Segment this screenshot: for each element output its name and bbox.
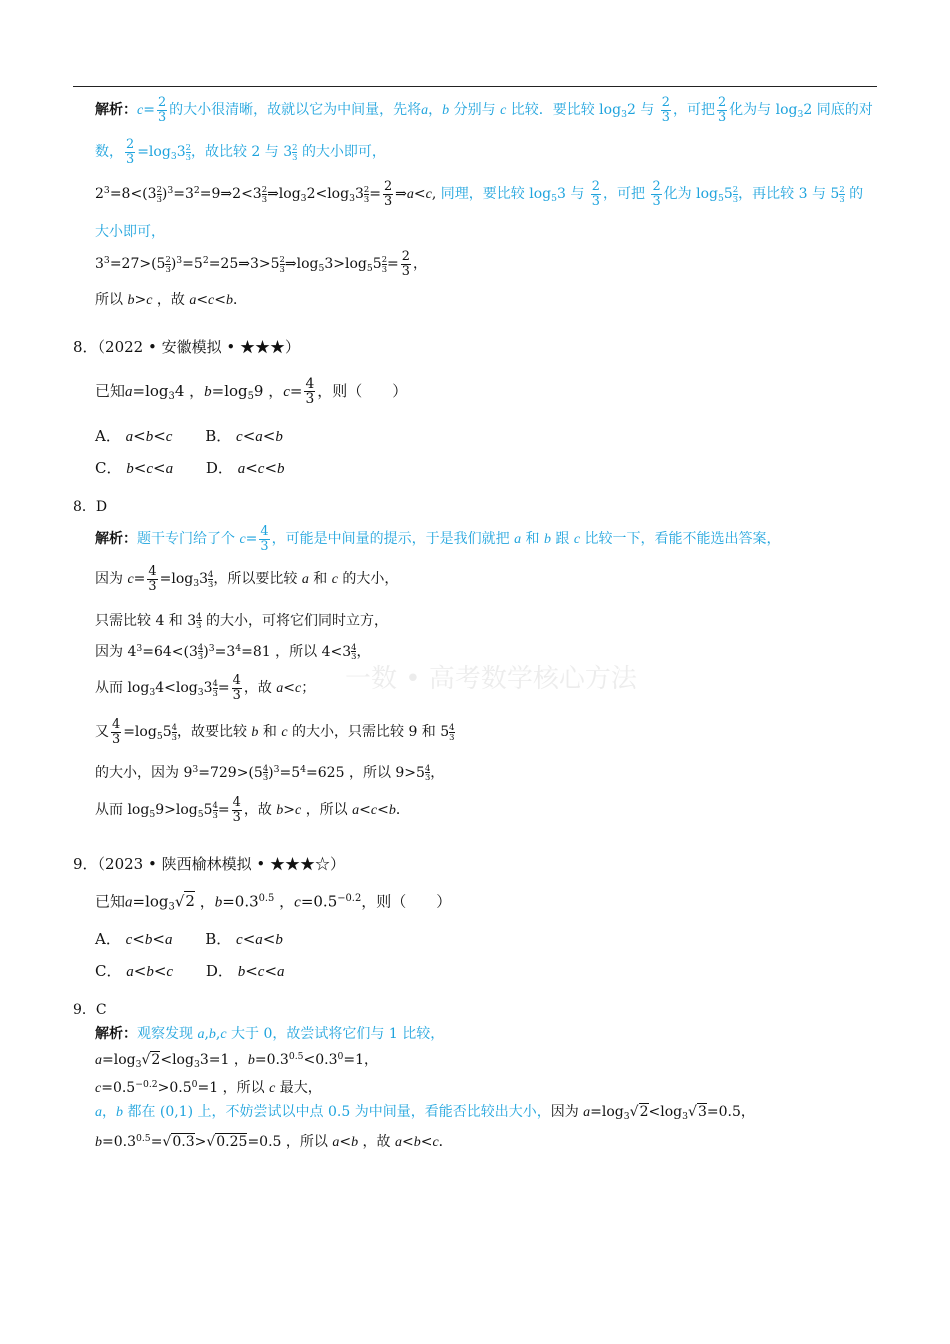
q9-option-d[interactable]: D． b<c<a <box>205 962 285 980</box>
q7-solution-line-3: $2^3=8<(3$ $\frac{2}{3}$ )$^3=3^2=9\Rightarrow 2<3$ $\frac{2}{3}$ ⇒log32<log33 $\frac{2}{3}$ = $\frac{2}{3}$ ⇒a<c, 同理，要比较 log53 与 $\frac{2}{3}$ ，可把 $\frac{2}{3}$ 化为 log55 $\frac{2}{3}$ ，再比较 3 与 5 $\frac{2}{3}$ 的 <box>95 179 864 209</box>
q9-answer: 9．C <box>73 1002 107 1018</box>
q9-solution-line-4: a，b 都在 (0,1) 上，不妨尝试以中点 0.5 为中间量，看能否比较出大小，因为 a=log3√2<log3√3=0.5， <box>95 1104 755 1122</box>
q7-solution-line-2: 数， $\frac{2}{3}$ =log33 $\frac{2}{3}$ ，故比较 2 与 3 $\frac{2}{3}$ 的大小即可， <box>95 137 386 167</box>
q9-option-c[interactable]: C． a<b<c <box>95 962 174 980</box>
q8-solution-line-7: 的大小，因为 $9^3=729>(5$ $\frac{4}{3}$ )$^3=5^4=625$ ，所以 9>5 $\frac{4}{3}$ ， <box>95 763 445 783</box>
q9-solution-line-5: $b=0.3^{0.5}=√0.3>√0.25=0.5$ ，所以 a<b ，故 a<b<c． <box>95 1133 453 1151</box>
watermark: 一数 • 高考数学核心方法 <box>345 664 637 694</box>
q8-options-row-2 <box>95 461 285 477</box>
q7-solution-line-4: 大小即可， <box>95 224 165 240</box>
q9-option-a[interactable]: A． c<b<a <box>95 930 173 948</box>
q9-option-b[interactable]: B． c<a<b <box>205 930 283 948</box>
q8-title: 8．（2022 • 安徽模拟 • ★★★） <box>73 338 300 356</box>
q8-option-b[interactable]: B． c<a<b <box>205 427 283 445</box>
q7-solution-line-1: 解析：c= $\frac{2}{3}$ 的大小很清晰，故就以它为中间量，先将a，b 分别与 c 比较．要比较 log32 与 $\frac{2}{3}$ ，可把 $\frac{2}{3}$ 化为与 log32 同底的对 <box>95 95 873 125</box>
q8-solution-line-2: 因为 c= $\frac{4}{3}$ =log33 $\frac{4}{3}$ ，所以要比较 a 和 c 的大小， <box>95 564 399 594</box>
q9-title: 9．（2023 • 陕西榆林模拟 • ★★★☆） <box>73 855 345 873</box>
q9-solution-line-1: 解析：观察发现 a,b,c 大于 0，故尝试将它们与 1 比较， <box>95 1026 445 1042</box>
q7-solution-line-6: 所以 b>c ，故 a<c<b． <box>95 292 247 308</box>
q8-solution-line-3: 只需比较 4 和 3 $\frac{4}{3}$ 的大小，可将它们同时立方， <box>95 611 388 631</box>
q8-answer: 8．D <box>73 499 108 515</box>
q8-stem: 已知a=log34 ，b=log59 ，c= $\frac{4}{3}$ ，则（ ） <box>95 376 408 408</box>
q9-stem: 已知a=log3√2 ，$b=0.3^{0.5}$ ，$c=0.5^{-0.2}$，则（ ） <box>95 892 452 913</box>
q8-option-c[interactable]: C． b<c<a <box>95 459 174 477</box>
header-rule <box>73 86 877 87</box>
q7-solution-line-5: $3^3=27>(5$ $\frac{2}{3}$ )$^3=5^2=25\Rightarrow 3>5$ $\frac{2}{3}$ ⇒log53>log55 $\frac{2}{3}$ = $\frac{2}{3}$ ， <box>95 249 427 279</box>
q8-solution-line-1: 解析：题干专门给了个 c= $\frac{4}{3}$ ，可能是中间量的提示，于是我们就把 a 和 b 跟 c 比较一下，看能不能选出答案， <box>95 524 781 554</box>
q8-solution-line-5: 从而 log34<log33 $\frac{4}{3}$ = $\frac{4}{3}$ ，故 a<c； <box>95 673 316 703</box>
q9-solution-line-2: a=log3√2<log33=1 ，$b=0.3^{0.5}<0.3^0=1$， <box>95 1051 379 1070</box>
q9-solution-line-3: $c=0.5^{-0.2}>0.5^0=1$ ，所以 c 最大， <box>95 1079 322 1097</box>
q9-options-row-2 <box>95 964 285 980</box>
q8-solution-line-8: 从而 log59>log55 $\frac{4}{3}$ = $\frac{4}{3}$ ，故 b>c ，所以 a<c<b． <box>95 795 410 825</box>
q8-option-a[interactable]: A． a<b<c <box>95 427 173 445</box>
q8-option-d[interactable]: D． a<c<b <box>205 459 285 477</box>
q8-solution-line-4: 因为 $4^3=64<(3$ $\frac{4}{3}$ )$^3=3^4=81$ ，所以 4<3 $\frac{4}{3}$ ， <box>95 642 371 662</box>
q9-options-row-1 <box>95 932 283 948</box>
q8-options-row-1 <box>95 429 283 445</box>
q8-solution-line-6: 又 $\frac{4}{3}$ =log55 $\frac{4}{3}$ ，故要比较 b 和 c 的大小，只需比较 9 和 5 $\frac{4}{3}$ <box>95 717 455 747</box>
